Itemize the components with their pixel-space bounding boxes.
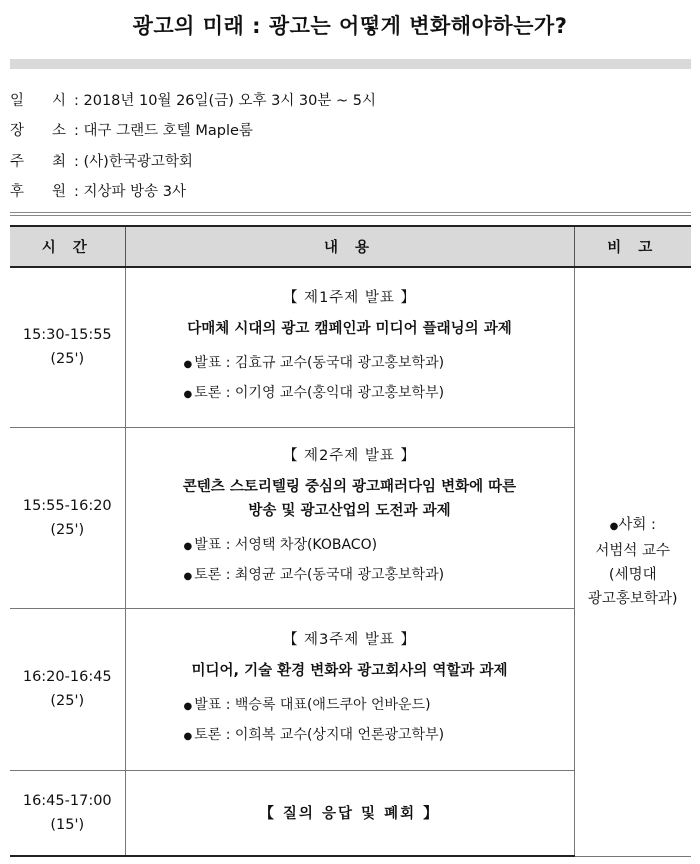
info-row-sponsor [10,176,691,207]
info-value: : 대구 그랜드 호텔 Maple룸 [74,123,253,140]
info-divider [10,212,691,213]
time-range: 15:30-15:55 [22,327,112,344]
content-cell [125,427,574,608]
info-key: 장 [10,123,25,140]
topic-heading: 【 제2주제 발표 】 [282,448,417,464]
discussant-item [126,721,574,751]
topic-title [126,659,574,683]
duration: (15') [50,816,85,833]
info-row-venue [10,115,691,146]
presenter-item [126,531,574,561]
table-row [10,267,691,427]
content-cell [125,267,574,427]
presenter-item [126,691,574,721]
bullet-icon: ● [183,358,193,370]
info-value: : 2018년 10월 26일(금) 오후 3시 30분 ~ 5시 [74,92,376,109]
time-range: 16:20-16:45 [22,669,112,685]
moderator-role: 사회 : [618,516,656,533]
bullet-icon: ● [183,700,193,712]
info-value: : (사)한국광고학회 [74,153,193,170]
note-cell [574,267,691,856]
bullet-icon: ● [183,571,193,582]
bullet-icon: ● [183,730,193,742]
topic-title-line: 미디어, 기술 환경 변화와 광고회사의 역할과 과제 [191,662,508,679]
discussant-text: 토론 : 이희복 교수(상지대 언론광고학부) [194,726,445,743]
topic-title-line: 콘텐츠 스토리텔링 중심의 광고패러다임 변화에 따른 [182,479,517,495]
header-time: 시 간 [10,226,125,267]
info-row-host [10,145,691,176]
header-note: 비 고 [574,226,691,267]
presenter-text: 발표 : 백승록 대표(애드쿠아 언바운드) [194,696,431,713]
info-value: : 지상파 방송 3사 [74,184,186,201]
info-key: 시 [51,92,66,109]
duration: (25') [50,521,85,538]
info-key: 원 [51,184,66,201]
discussant-text: 토론 : 이기영 교수(홍익대 광고홍보학부) [194,384,445,401]
bullet-icon: ● [183,388,193,400]
bullet-icon: ● [609,520,619,532]
duration: (25') [50,351,85,368]
topic-heading: 【 제3주제 발표 】 [282,631,417,648]
moderator-affiliation: 광고홍보학과) [587,590,678,607]
topic-title-line: 다매체 시대의 광고 캠페인과 미디어 플래닝의 과제 [187,320,512,337]
topic-title [126,475,574,523]
moderator-label [576,513,691,539]
info-key: 후 [10,184,25,201]
title-divider [10,59,691,69]
topic-title [126,317,574,341]
info-key: 최 [51,153,66,170]
page-title: 광고의 미래 : 광고는 어떻게 변화해야하는가? [132,14,568,38]
time-range: 15:55-16:20 [22,497,112,514]
duration: (25') [50,693,85,709]
table-header-row [10,226,691,267]
topic-heading: 【 제1주제 발표 】 [282,289,417,306]
content-cell [125,770,574,856]
discussant-item [126,379,574,409]
discussant-item [126,561,574,591]
info-divider [10,215,691,216]
time-cell [10,427,125,608]
info-key: 일 [10,92,25,109]
closing-session: 【 질의 응답 및 폐회 】 [259,806,440,823]
bullet-icon: ● [183,541,193,552]
time-cell [10,770,125,856]
time-cell [10,608,125,770]
moderator-affiliation: (세명대 [608,566,657,583]
schedule-table [10,225,691,857]
info-key: 주 [10,153,25,170]
time-cell [10,267,125,427]
info-key: 소 [51,123,66,140]
topic-title-line: 방송 및 광고산업의 도전과 과제 [248,503,451,519]
moderator-name: 서범석 교수 [595,542,671,559]
info-row-date [10,84,691,115]
presenter-text: 발표 : 서영택 차장(KOBACO) [194,537,378,553]
presenter-item [126,349,574,379]
event-info [10,84,691,206]
discussant-text: 토론 : 최영균 교수(동국대 광고홍보학과) [194,567,445,583]
content-cell [125,608,574,770]
header-content: 내 용 [125,226,574,267]
presenter-text: 발표 : 김효규 교수(동국대 광고홍보학과) [194,354,445,371]
time-range: 16:45-17:00 [22,792,112,809]
